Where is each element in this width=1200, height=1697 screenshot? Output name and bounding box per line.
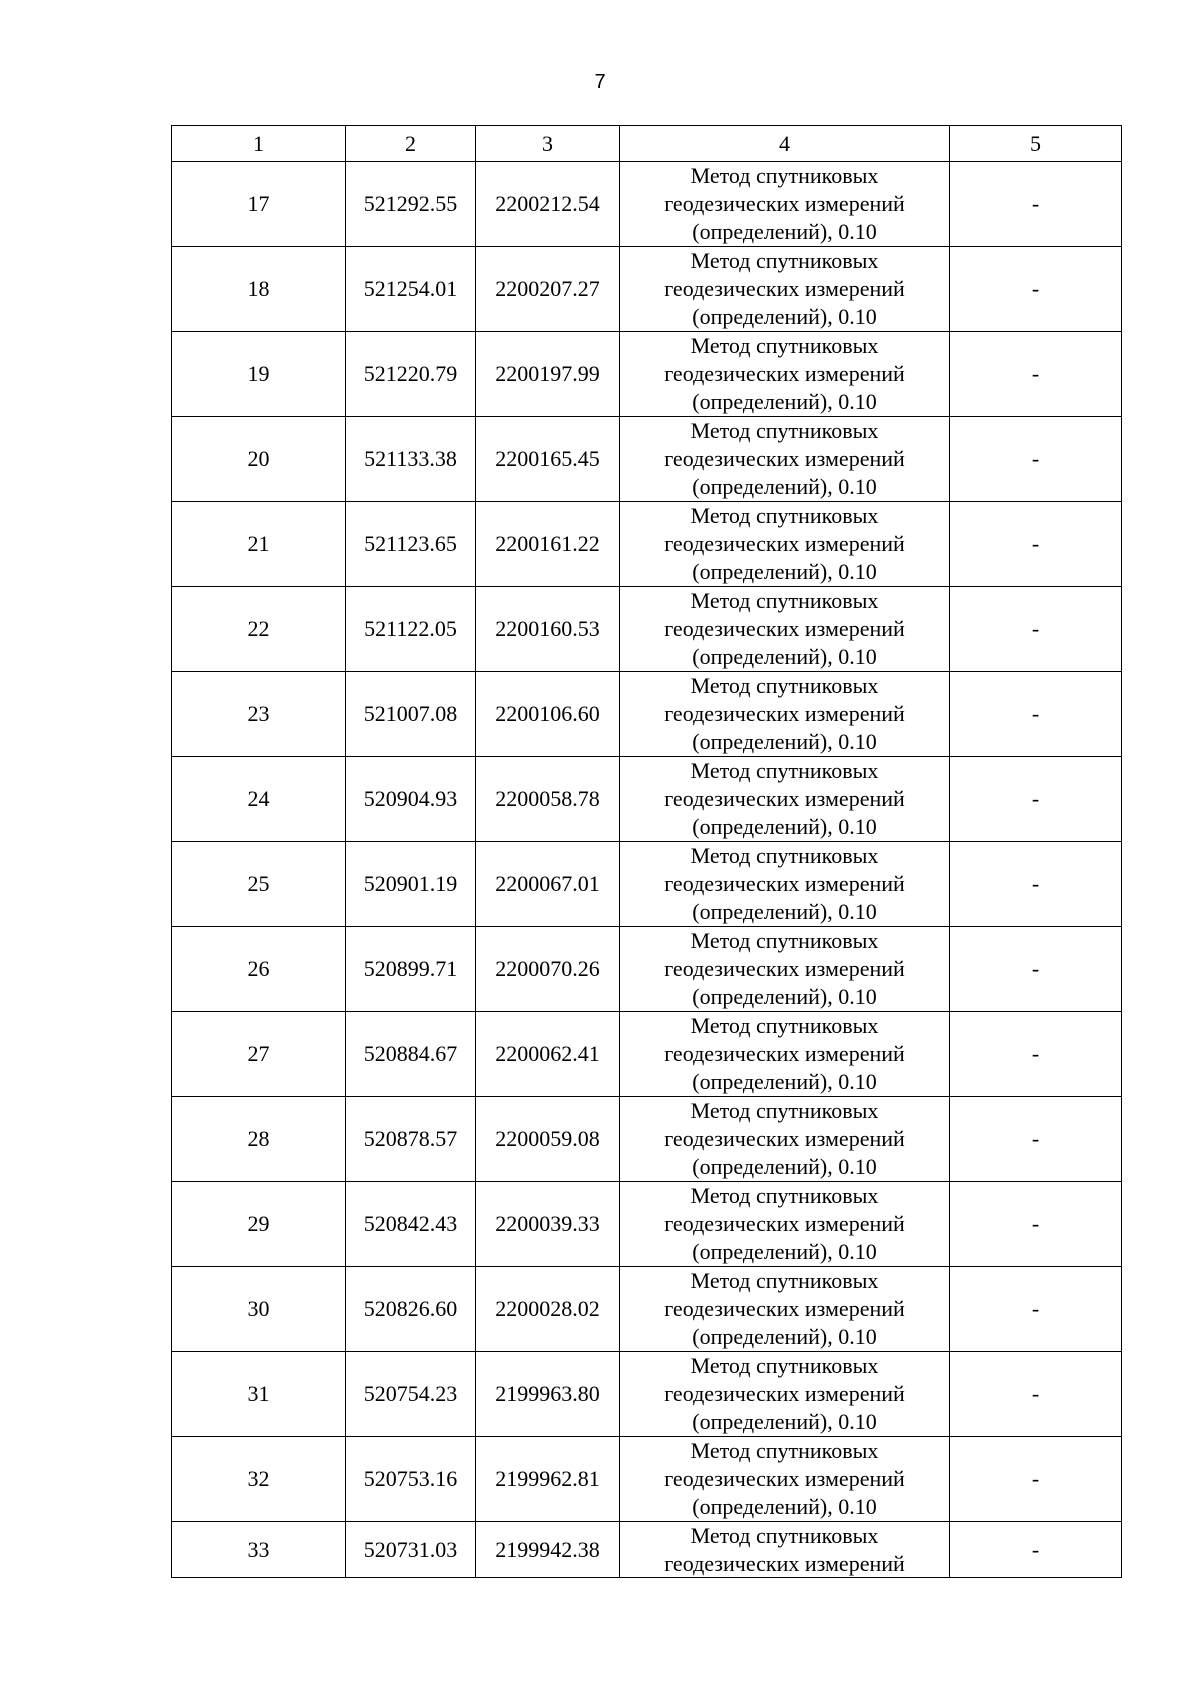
x-coordinate-cell: 521007.08 <box>346 672 476 757</box>
x-coordinate-cell: 520731.03 <box>346 1522 476 1578</box>
note-cell: - <box>950 502 1122 587</box>
table-row <box>172 162 1122 247</box>
method-cell <box>620 672 950 757</box>
y-coordinate-cell: 2199962.81 <box>476 1437 620 1522</box>
y-coordinate-cell: 2200165.45 <box>476 417 620 502</box>
y-coordinate-cell: 2200039.33 <box>476 1182 620 1267</box>
method-text-line: Метод спутниковых <box>690 1353 879 1378</box>
method-text-line: геодезических измерений <box>664 1041 905 1066</box>
point-number-cell: 30 <box>172 1267 346 1352</box>
method-text-line: (определений), 0.10 <box>692 1154 877 1179</box>
y-coordinate-cell: 2200059.08 <box>476 1097 620 1182</box>
table-row <box>172 1012 1122 1097</box>
method-text-line: (определений), 0.10 <box>692 899 877 924</box>
y-coordinate-cell: 2200207.27 <box>476 247 620 332</box>
y-coordinate-cell: 2200058.78 <box>476 757 620 842</box>
x-coordinate-cell: 521254.01 <box>346 247 476 332</box>
page-number: 7 <box>594 71 606 93</box>
y-coordinate-cell: 2200161.22 <box>476 502 620 587</box>
point-number-cell: 22 <box>172 587 346 672</box>
method-text-line: геодезических измерений <box>664 276 905 301</box>
method-cell <box>620 1352 950 1437</box>
method-text-line: Метод спутниковых <box>690 333 879 358</box>
note-cell: - <box>950 1437 1122 1522</box>
x-coordinate-cell: 521133.38 <box>346 417 476 502</box>
method-text-line: геодезических измерений <box>664 871 905 896</box>
note-cell: - <box>950 757 1122 842</box>
x-coordinate-cell: 520754.23 <box>346 1352 476 1437</box>
method-text-line: (определений), 0.10 <box>692 559 877 584</box>
x-coordinate-cell: 520842.43 <box>346 1182 476 1267</box>
x-coordinate-cell: 521292.55 <box>346 162 476 247</box>
x-coordinate-cell: 521123.65 <box>346 502 476 587</box>
note-cell: - <box>950 247 1122 332</box>
note-cell: - <box>950 1352 1122 1437</box>
header-cell: 2 <box>346 126 476 162</box>
table-header-row <box>172 126 1122 162</box>
header-cell: 1 <box>172 126 346 162</box>
method-cell <box>620 842 950 927</box>
method-text-line: Метод спутниковых <box>690 503 879 528</box>
y-coordinate-cell: 2200070.26 <box>476 927 620 1012</box>
method-text-line: геодезических измерений <box>664 786 905 811</box>
method-cell <box>620 1097 950 1182</box>
method-text-line: геодезических измерений <box>664 1551 905 1576</box>
method-text-line: (определений), 0.10 <box>692 984 877 1009</box>
table-row <box>172 247 1122 332</box>
y-coordinate-cell: 2200062.41 <box>476 1012 620 1097</box>
y-coordinate-cell: 2200028.02 <box>476 1267 620 1352</box>
note-cell: - <box>950 1182 1122 1267</box>
method-text-line: геодезических измерений <box>664 1126 905 1151</box>
x-coordinate-cell: 520878.57 <box>346 1097 476 1182</box>
point-number-cell: 24 <box>172 757 346 842</box>
method-text-line: (определений), 0.10 <box>692 644 877 669</box>
method-text-line: (определений), 0.10 <box>692 1494 877 1519</box>
method-text-line: геодезических измерений <box>664 616 905 641</box>
method-text-line: геодезических измерений <box>664 446 905 471</box>
method-text-line: геодезических измерений <box>664 956 905 981</box>
method-text-line: Метод спутниковых <box>690 673 879 698</box>
method-text-line: Метод спутниковых <box>690 1268 879 1293</box>
y-coordinate-cell: 2200160.53 <box>476 587 620 672</box>
note-cell: - <box>950 332 1122 417</box>
method-text-line: Метод спутниковых <box>690 1013 879 1038</box>
table-row <box>172 1097 1122 1182</box>
method-text-line: (определений), 0.10 <box>692 219 877 244</box>
note-cell: - <box>950 842 1122 927</box>
table-row <box>172 1267 1122 1352</box>
point-number-cell: 19 <box>172 332 346 417</box>
method-text-line: (определений), 0.10 <box>692 389 877 414</box>
point-number-cell: 20 <box>172 417 346 502</box>
method-cell <box>620 757 950 842</box>
x-coordinate-cell: 520904.93 <box>346 757 476 842</box>
point-number-cell: 18 <box>172 247 346 332</box>
method-cell <box>620 502 950 587</box>
method-text-line: Метод спутниковых <box>690 843 879 868</box>
method-text-line: Метод спутниковых <box>690 1438 879 1463</box>
method-cell <box>620 417 950 502</box>
point-number-cell: 26 <box>172 927 346 1012</box>
point-number-cell: 32 <box>172 1437 346 1522</box>
note-cell: - <box>950 1522 1122 1578</box>
note-cell: - <box>950 162 1122 247</box>
x-coordinate-cell: 520899.71 <box>346 927 476 1012</box>
method-cell <box>620 1522 950 1578</box>
note-cell: - <box>950 587 1122 672</box>
method-text-line: геодезических измерений <box>664 1296 905 1321</box>
table-row <box>172 1522 1122 1578</box>
method-text-line: геодезических измерений <box>664 191 905 216</box>
table-row <box>172 417 1122 502</box>
method-text-line: (определений), 0.10 <box>692 1069 877 1094</box>
table-row <box>172 1437 1122 1522</box>
y-coordinate-cell: 2200067.01 <box>476 842 620 927</box>
table-row <box>172 502 1122 587</box>
note-cell: - <box>950 672 1122 757</box>
table-row <box>172 842 1122 927</box>
method-cell <box>620 1012 950 1097</box>
method-text-line: (определений), 0.10 <box>692 1409 877 1434</box>
method-text-line: Метод спутниковых <box>690 1523 879 1548</box>
y-coordinate-cell: 2200197.99 <box>476 332 620 417</box>
method-text-line: геодезических измерений <box>664 531 905 556</box>
method-text-line: геодезических измерений <box>664 1381 905 1406</box>
point-number-cell: 33 <box>172 1522 346 1578</box>
point-number-cell: 31 <box>172 1352 346 1437</box>
note-cell: - <box>950 1267 1122 1352</box>
method-text-line: Метод спутниковых <box>690 163 879 188</box>
x-coordinate-cell: 520901.19 <box>346 842 476 927</box>
method-cell <box>620 1182 950 1267</box>
method-text-line: Метод спутниковых <box>690 588 879 613</box>
table-row <box>172 1182 1122 1267</box>
header-cell: 5 <box>950 126 1122 162</box>
method-cell <box>620 927 950 1012</box>
header-cell: 3 <box>476 126 620 162</box>
method-cell <box>620 162 950 247</box>
point-number-cell: 23 <box>172 672 346 757</box>
method-text-line: Метод спутниковых <box>690 1098 879 1123</box>
note-cell: - <box>950 1097 1122 1182</box>
note-cell: - <box>950 417 1122 502</box>
table-row <box>172 1352 1122 1437</box>
x-coordinate-cell: 520826.60 <box>346 1267 476 1352</box>
method-cell <box>620 332 950 417</box>
method-text-line: Метод спутниковых <box>690 758 879 783</box>
method-cell <box>620 1267 950 1352</box>
method-text-line: (определений), 0.10 <box>692 729 877 754</box>
header-cell: 4 <box>620 126 950 162</box>
point-number-cell: 28 <box>172 1097 346 1182</box>
method-text-line: (определений), 0.10 <box>692 474 877 499</box>
coordinates-table <box>171 125 1122 1578</box>
method-text-line: геодезических измерений <box>664 1211 905 1236</box>
method-text-line: Метод спутниковых <box>690 248 879 273</box>
method-text-line: (определений), 0.10 <box>692 304 877 329</box>
method-cell <box>620 247 950 332</box>
point-number-cell: 17 <box>172 162 346 247</box>
x-coordinate-cell: 521122.05 <box>346 587 476 672</box>
point-number-cell: 21 <box>172 502 346 587</box>
table-row <box>172 672 1122 757</box>
table-row <box>172 332 1122 417</box>
method-text-line: геодезических измерений <box>664 701 905 726</box>
method-cell <box>620 587 950 672</box>
method-text-line: геодезических измерений <box>664 1466 905 1491</box>
method-cell <box>620 1437 950 1522</box>
x-coordinate-cell: 521220.79 <box>346 332 476 417</box>
point-number-cell: 29 <box>172 1182 346 1267</box>
note-cell: - <box>950 1012 1122 1097</box>
y-coordinate-cell: 2199942.38 <box>476 1522 620 1578</box>
x-coordinate-cell: 520753.16 <box>346 1437 476 1522</box>
method-text-line: геодезических измерений <box>664 361 905 386</box>
y-coordinate-cell: 2199963.80 <box>476 1352 620 1437</box>
table-row <box>172 757 1122 842</box>
method-text-line: Метод спутниковых <box>690 928 879 953</box>
method-text-line: (определений), 0.10 <box>692 814 877 839</box>
note-cell: - <box>950 927 1122 1012</box>
method-text-line: Метод спутниковых <box>690 1183 879 1208</box>
method-text-line: Метод спутниковых <box>690 418 879 443</box>
point-number-cell: 27 <box>172 1012 346 1097</box>
point-number-cell: 25 <box>172 842 346 927</box>
x-coordinate-cell: 520884.67 <box>346 1012 476 1097</box>
method-text-line: (определений), 0.10 <box>692 1239 877 1264</box>
table-row <box>172 927 1122 1012</box>
y-coordinate-cell: 2200106.60 <box>476 672 620 757</box>
method-text-line: (определений), 0.10 <box>692 1324 877 1349</box>
y-coordinate-cell: 2200212.54 <box>476 162 620 247</box>
table-row <box>172 587 1122 672</box>
